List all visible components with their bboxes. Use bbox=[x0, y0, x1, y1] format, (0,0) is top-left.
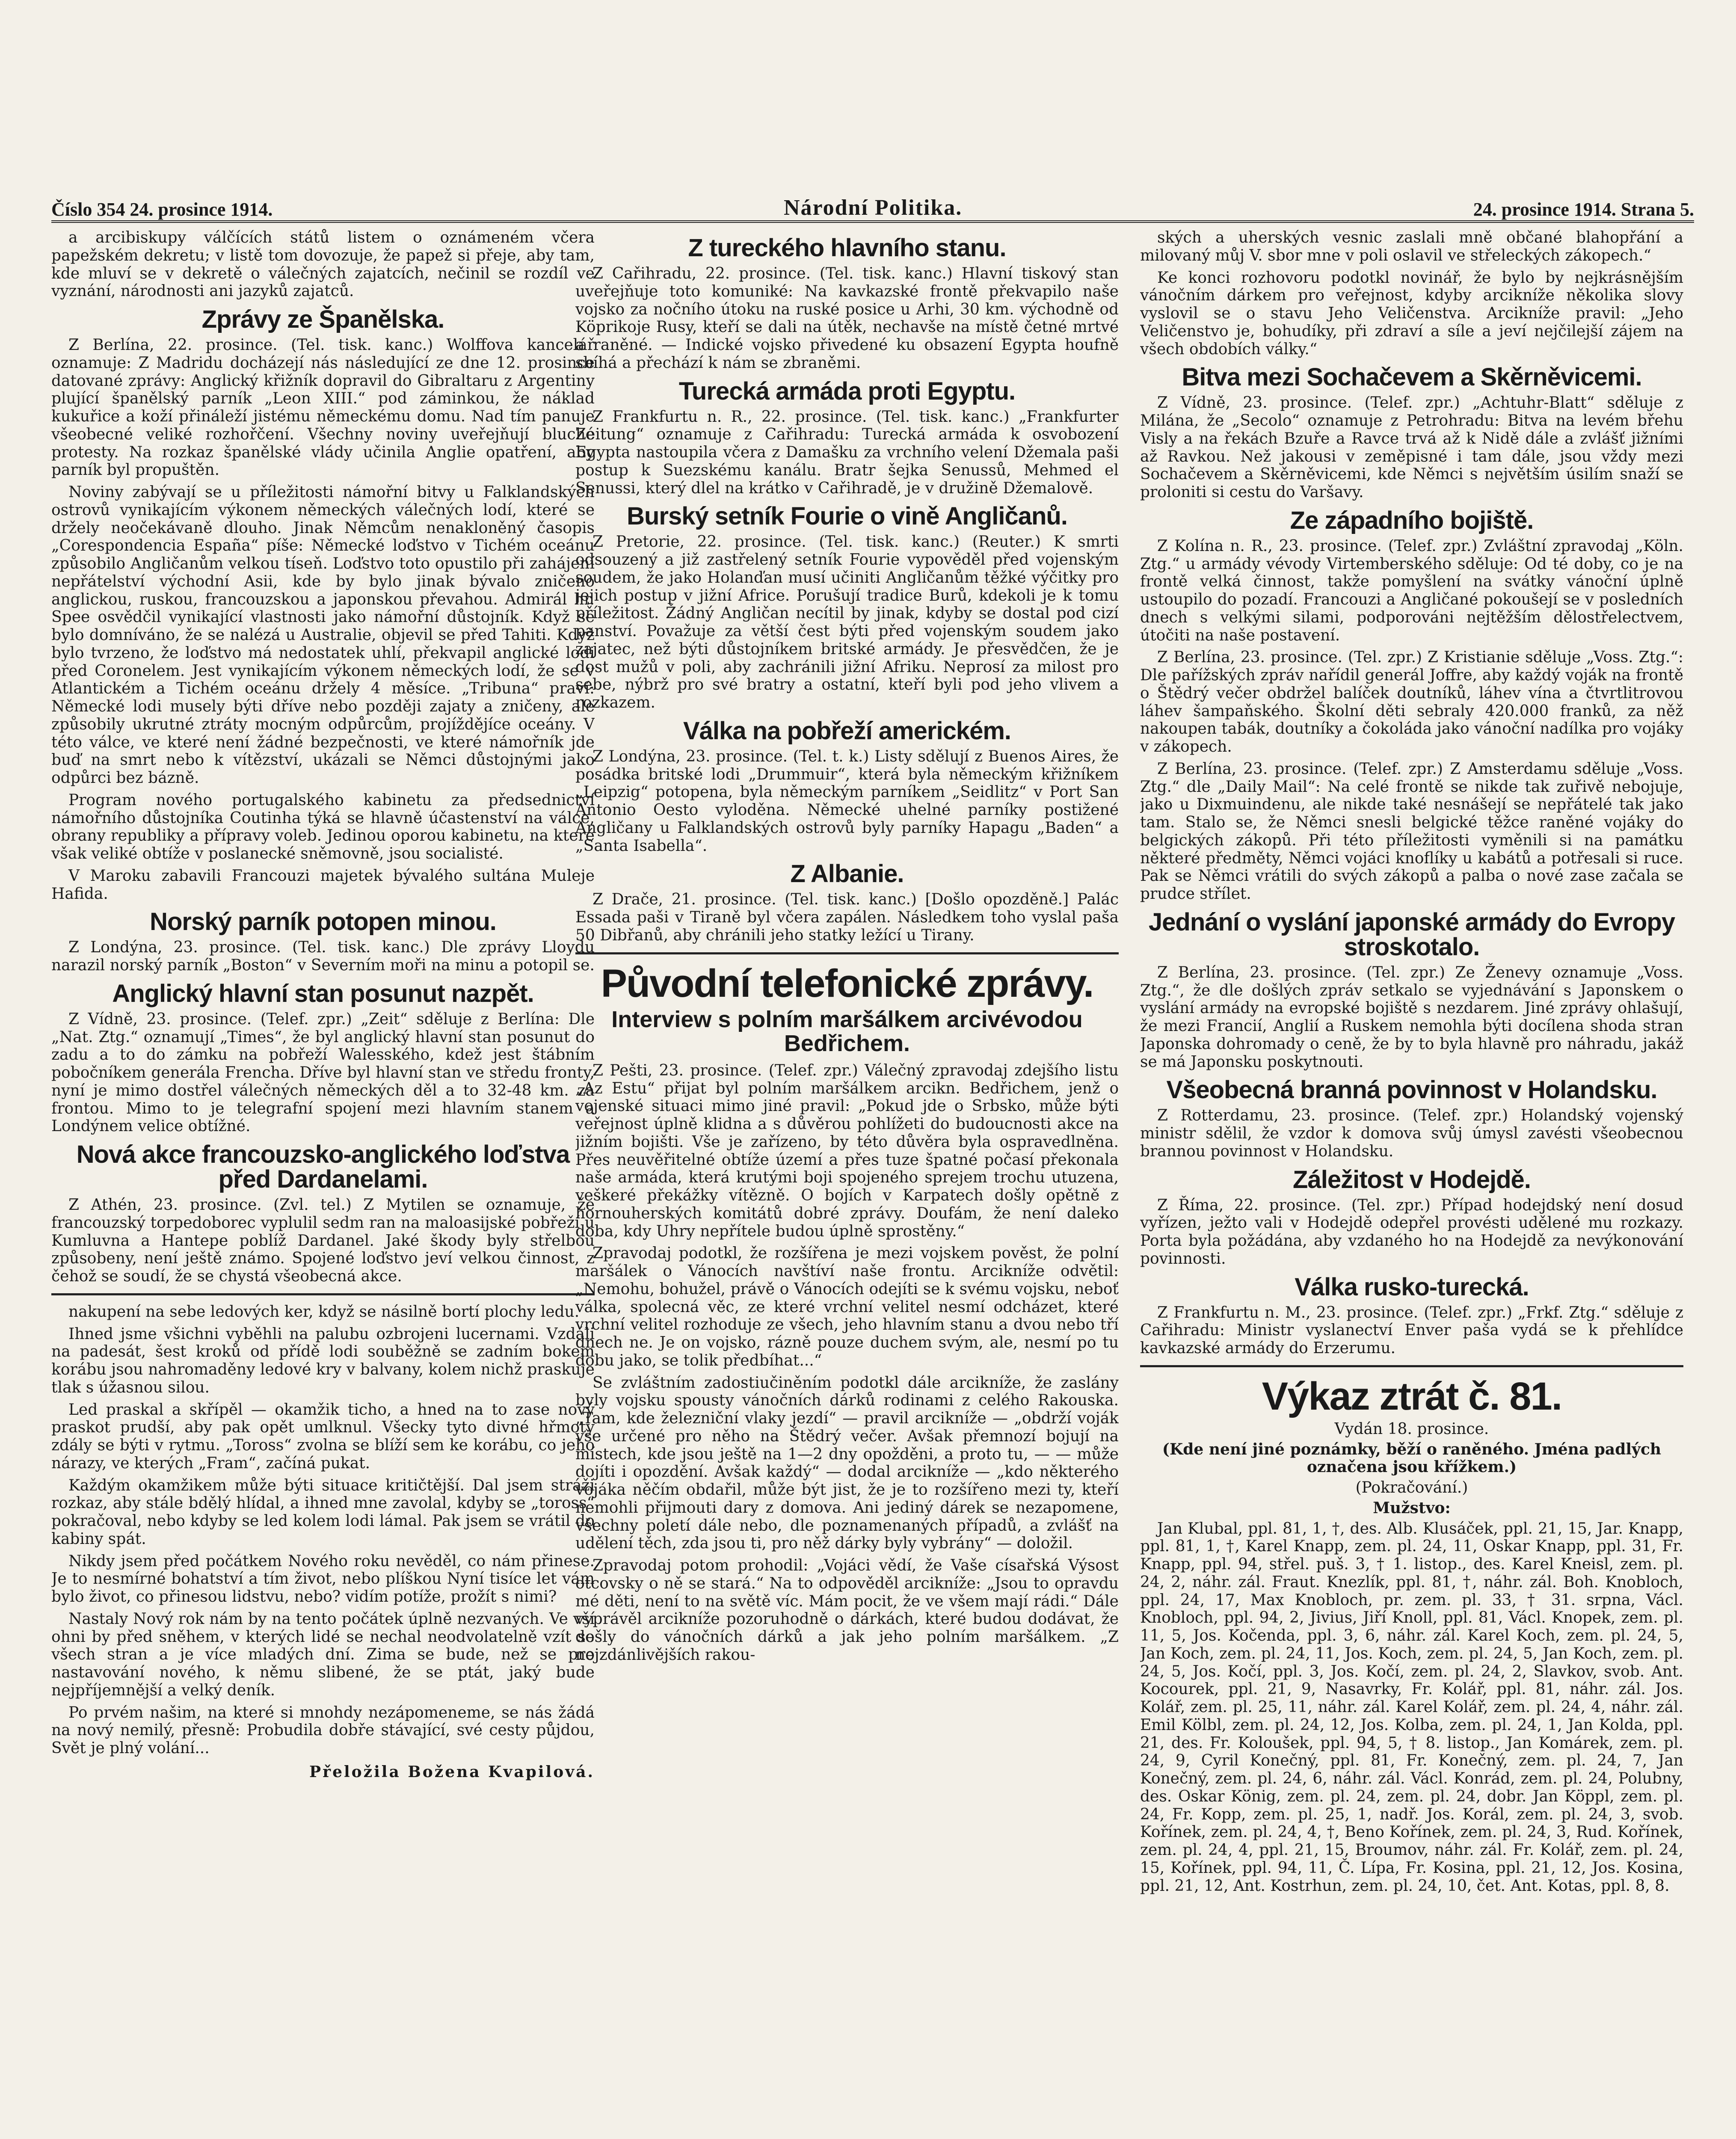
article-heading: Interview s polním maršálkem arcivévodou Bedřichem. bbox=[611, 1006, 1083, 1057]
article-paragraph: Z Londýna, 23. prosince. (Tel. tisk. kanc.) Dle zprávy Lloydu narazil norský parník „Boston“ v Severním moři na minu a potopil se. bbox=[51, 939, 595, 974]
article-paragraph: Z Londýna, 23. prosince. (Tel. t. k.) Listy sdělují z Buenos Aires, že posádka britské lodi „Drummuir“, která byla německým křižníkem „Leipzig“ potopena, byla německým parníkem „Seidlitz“ v Port San Antonio Oesto vyloděna. Německé uhelné parníky postižené Angličany u Falklandských ostrovů byly parníky Hapagu „Baden“ a „Santa Isabella“. bbox=[575, 747, 1119, 855]
article-paragraph: Program nového portugalského kabinetu za předsednictví námořního důstojníka Coutinha týká se hlavně účastenství na válce, obrany republiky a přípravy voleb. Jedinou oporou kabinetu, na které však veliké obtíže v poslanecké sněmovně, jsou socialisté. bbox=[51, 791, 595, 862]
article-paragraph: Z Frankfurtu n. R., 22. prosince. (Tel. tisk. kanc.) „Frankfurter Zeitung“ oznamuje z Cařihradu: Turecká armáda k osvobození Egypta nastoupila včera z Damašku za vrchního velení Džemala paši postup k Suezskému kanálu. Bratr šejka Senussů, Mehmed el Senussi, který dlel na krátko v Cařihradě, je v družině Džemalově. bbox=[575, 408, 1119, 497]
section-divider bbox=[1140, 1365, 1683, 1367]
article-paragraph: Se zvláštním zadostiučiněním podotkl dále arcikníže, že zaslány byly vojsku spousty vánočních dárků rodinami z celého Rakouska. „Tam, kde železniční vlaky jezdí“ — pravil arcikníže — „obdrží voják vše určené pro něho na Štědrý večer. Avšak přemnozí bojují na místech, kde jsou ještě na 1—2 dny opožděni, a proto tu, — — může dojíti i opozdění. Avšak každý“ — dodal arcikníže — „kdo některého vojáka něčím obdařil, může být jist, že je to rozšířeno mezi ty, kteří nemohli přijmouti dary z domova. Ani jediný dárek se nezapomene, všechny poletí dále nebo, dle poznamenaných případů, a zvlášť na udělení těch, zda jsou ti, pro něž dárky byly vybrány“ — doložil. bbox=[575, 1374, 1119, 1552]
article-paragraph: Z Frankfurtu n. M., 23. prosince. (Telef. zpr.) „Frkf. Ztg.“ sděluje z Cařihradu: Ministr vyslanectví Enver paša vydá se k přehlídce kavkazské armády do Erzerumu. bbox=[1140, 1304, 1683, 1357]
article-paragraph: Zpravodaj potom prohodil: „Vojáci vědí, že Vaše císařská Výsost otcovsky o ně se stará.“ Na to odpověděl arcikníže: „Jsou to opravdu mé děti, není to na světě víc. Mám pocit, že ve všem mají rádi.“ Dále vyprávěl arcikníže pozoruhodně o dárkách, které budou dodávat, že došly do vánočních dárků a jak jeho polním maršálkem. „Z nejzdánlivějších rakou- bbox=[575, 1557, 1119, 1664]
article-heading: Nová akce francouzsko-anglického loďstva před Dardanelami. bbox=[76, 1141, 570, 1193]
feuilleton-paragraph: Ihned jsme všichni vyběhli na palubu ozbrojeni lucernami. Vzdáli na padesát, šest kroků od přídě lodi souběžně se zadním bokem korábu jsou nahromaděny ledové kry v balvany, kolem nichž praskuje tlak s úžasnou silou. bbox=[51, 1325, 595, 1396]
list-continuation: (Pokračování.) bbox=[1355, 1479, 1468, 1496]
feuilleton-paragraph: Led praskal a skřípěl — okamžik ticho, a hned na to zase nový praskot prudší, aby pak opět umlknul. Všecky tyto divné hřmoty zdály se býti v rytmu. „Toross“ zvolna se blíží sem ke korábu, co jeho nárazy, ve kterých „Fram“, začíná pukat. bbox=[51, 1401, 595, 1472]
article-paragraph: ských a uherských vesnic zaslali mně občané blahopřání a milovaný můj V. sbor mne v poli oslavil ve střeleckých zákopech.“ bbox=[1140, 229, 1683, 264]
section-divider bbox=[51, 1293, 595, 1295]
article-paragraph: Z Rotterdamu, 23. prosince. (Telef. zpr.) Holandský vojenský ministr sdělil, že vzdor k domova svůj úmysl zavésti všeobecnou brannou povinnost v Holandsku. bbox=[1140, 1107, 1683, 1160]
article-paragraph: Z Berlína, 23. prosince. (Tel. zpr.) Z Kristianie sděluje „Voss. Ztg.“: Dle pařížských zpráv nařídil generál Joffre, aby každý voják na frontě o Štědrý večer obdržel balíček doutníků, láhev vína a čtvrtlitrovou láhev šampaňského. Školní děti sebraly 420.000 franků, za něž nakoupen tabák, doutníky a čokoláda jako vánoční nadílka pro vojáky v zákopech. bbox=[1140, 649, 1683, 755]
article-paragraph: Z Athén, 23. prosince. (Zvl. tel.) Z Mytilen se oznamuje, že francouzský torpedoborec vyplulil sedm ran na maloasijské pobřeží u Kumluvna a Hantepe poblíž Dardanel. Jaké škody byly střelbou způsobeny, není ještě známo. Spojené loďstvo jeví velkou činnost, z čehož se soudí, že se chystá všeobecná akce. bbox=[51, 1196, 595, 1285]
feuilleton-paragraph: Každým okamžikem může býti situace kritičtější. Dal jsem stráži rozkaz, aby stále bdělý hlídal, a ihned mne zavolal, kdyby se „toross“ pokračoval, nebo kdyby se led kolem lodi lámal. Pak jsem se vrátil do kabiny spát. bbox=[51, 1476, 595, 1548]
casualty-list: Jan Klubal, ppl. 81, 1, †, des. Alb. Klusáček, ppl. 21, 15, Jar. Knapp, ppl. 81, 1, †, Karel Knapp, zem. pl. 24, 11, Oskar Knapp, ppl. 31, Fr. Knapp, ppl. 94, střel. puš. 3, † 1. listop., des. Karel Kneisl, zem. pl. 24, 2, náhr. zál. Fraut. Knezlík, ppl. 81, †, náhr. zál. Boh. Knobloch, ppl. 24, 17, Max Knobloch, pr. zem. pl. 33, † 31. srpna, Václ. Knobloch, ppl. 94, 2, Jivius, Jiří Knoll, ppl. 81, Václ. Knopek, zem. pl. 11, 5, Jos. Kočenda, ppl. 3, 6, náhr. zál. Karel Koch, zem. pl. 24, 5, Jan Koch, zem. pl. 24, 11, Jos. Koch, zem. pl. 24, 5, Jan Koch, zem. pl. 24, 5, Jos. Kočí, ppl. 3, Jos. Kočí, zem. pl. 24, 2, Slavkov, svob. Ant. Kocourek, ppl. 21, 9, Nasavrky, Fr. Kolář, ppl. 81, náhr. zál. Jos. Kolář, zem. pl. 25, 11, náhr. zál. Karel Kolář, zem. pl. 24, 4, náhr. zál. Emil Kölbl, zem. pl. 24, 12, Jos. Kolba, zem. pl. 24, 1, Jan Kolda, ppl. 21, des. Fr. Koloušek, ppl. 94, 5, † 8. listop., Jan Komárek, zem. pl. 24, 9, Cyril Konečný, ppl. 81, Fr. Konečný, zem. pl. 24, 7, Jan Konečný, zem. pl. 24, 6, náhr. zál. Václ. Konrád, zem. pl. 24, Polubny, des. Oskar König, zem. pl. 24, zem. pl. 24, dobr. Jan Köppl, zem. pl. 24, Fr. Kopp, zem. pl. 25, 1, nadř. Jos. Korál, zem. pl. 24, 3, svob. Kořínek, zem. pl. 24, 4, †, Beno Kořínek, zem. pl. 24, 3, Rud. Kořínek, zem. pl. 24, 4, ppl. 21, 15, Broumov, náhr. zál. Fr. Kolář, zem. pl. 24, 15, Kořínek, ppl. 94, 11, Č. Lípa, Fr. Kosina, ppl. 21, 12, Jos. Kosina, ppl. 21, 12, Ant. Kostrhun, zem. pl. 24, 10, čet. Ant. Kotas, ppl. 8, 8. bbox=[1140, 1520, 1683, 1895]
article-heading: Anglický hlavní stan posunut nazpět. bbox=[112, 979, 534, 1007]
article-paragraph: Z Vídně, 23. prosince. (Telef. zpr.) „Achtuhr-Blatt“ sděluje z Milána, že „Secolo“ oznamuje z Petrohradu: Bitva na levém břehu Visly a na řekách Bzuře a Ravce trvá až k Nidě dále a zvlášť jižními až Ravkou. Než jakousi v zeměpisné i tam dále, jsou vždy mezi Sochačevem a Skěrněvicemi, kde Němci s největším úsilím snaží se proloniti si cestu do Varšavy. bbox=[1140, 394, 1683, 501]
article-heading: Záležitost v Hodejdě. bbox=[1293, 1165, 1531, 1194]
column-2 bbox=[575, 229, 1119, 2139]
article-paragraph: Z Drače, 21. prosince. (Tel. tisk. kanc.) [Došlo opozděně.] Palác Essada paši v Tiraně byl včera zapálen. Následkem toho vyslal paša 50 Dibřanů, aby chránili jeho statky ležící u Tirany. bbox=[575, 891, 1119, 944]
article-paragraph: Z Pretorie, 22. prosince. (Tel. tisk. kanc.) (Reuter.) K smrti odsouzený a již zastřelený setník Fourie vypověděl před vojenským soudem, že jako Holanďan musí učiniti Angličanům těžké výčitky pro jejich postup v jižní Africe. Porušují tradice Burů, kdekoli je k tomu příležitost. Žádný Angličan necítil by jinak, kdyby se dostal pod cizí panství. Považuje za větší čest býti před vojenským soudem jako zajatec, než býti důstojníkem britské armády. Je přesvědčen, že je dost mužů v poli, aby zachránili jižní Afriku. Neprosí za milost pro sebe, nýbrž pro své bratry a ostatní, kteří byli pod jeho vlivem a rozkazem. bbox=[575, 533, 1119, 711]
list-date: Vydán 18. prosince. bbox=[1334, 1420, 1489, 1438]
article-heading: Turecká armáda proti Egyptu. bbox=[678, 377, 1016, 405]
feuilleton-paragraph: nakupení na sebe ledových ker, když se násilně bortí plochy ledu. bbox=[68, 1303, 580, 1321]
article-paragraph: a arcibiskupy válčících států listem o oznámeném včera papežském dekretu; v listě tom dovozuje, že papež si přeje, aby tam, kde mluví se v dekretě o válečných zajatcích, nečinil se rozdíl ve vyznání, národnosti ani jazyků zajatců. bbox=[51, 229, 595, 300]
article-paragraph: Z Říma, 22. prosince. (Tel. zpr.) Případ hodejdský není dosud vyřízen, ježto vali v Hodejdě odepřel provésti udělené mu rozkazy. Porta byla požádána, aby vzdaného ho na Hodejdě za nevýkonování povinnosti. bbox=[1140, 1196, 1683, 1268]
article-heading: Jednání o vyslání japonské armády do Evropy stroskotalo. bbox=[1148, 908, 1675, 961]
article-paragraph: Z Vídně, 23. prosince. (Telef. zpr.) „Zeit“ sděluje z Berlína: Dle „Nat. Ztg.“ oznamují „Times“, že byl anglický hlavní stan posunut do zadu a to do zámku na pobřeží Walesského, kdež jest štábním pobočníkem generála Frencha. Dříve byl hlavní stan ve středu fronty, nyní je mimo dostřel válečných německých děl a to 32-48 km. za frontou. Mimo to je telegrafní spojení mezi hlavním stanem a Londýnem velice obtížné. bbox=[51, 1010, 595, 1135]
article-heading: Burský setník Fourie o vině Angličanů. bbox=[627, 502, 1067, 530]
article-heading: Z tureckého hlavního stanu. bbox=[688, 234, 1006, 262]
translator-signature: Přeložila Božena Kvapilová. bbox=[309, 1763, 595, 1781]
feuilleton-paragraph: Po prvém našim, na které si mnohdy nezápomeneme, se nás žádá na nový nemilý, přesně: Probudila dobře stávající, své cesty půjdou, Svět je plný volání... bbox=[51, 1703, 595, 1757]
article-heading: Bitva mezi Sochačevem a Skěrněvicemi. bbox=[1182, 363, 1642, 391]
article-heading: Ze západního bojiště. bbox=[1290, 506, 1534, 534]
page-number: 24. prosince 1914. Strana 5. bbox=[1473, 199, 1694, 220]
list-subheading: Mužstvo: bbox=[1373, 1499, 1451, 1517]
article-paragraph: Z Cařihradu, 22. prosince. (Tel. tisk. kanc.) Hlavní tiskový stan uveřejňuje toto komuniké: Na kavkazské frontě překvapilo naše vojsko za nočního útoku na ruské posice u Arhi, 30 km. východně od Köprikoje Rusy, kteří se dali na útěk, nechavše na místě četné mrtvé a raněné. — Indické vojsko přivedené ku obsazení Egypta houfně sbíhá a přechází k nám se zbraněmi. bbox=[575, 265, 1119, 372]
article-paragraph: Z Pešti, 23. prosince. (Telef. zpr.) Válečný zpravodaj zdejšího listu „Az Estu“ přijat byl polním maršálkem arcikn. Bedřichem, jenž o vojenské situaci mimo jiné pravil: „Pokud jde o Srbsko, může býti veřejnost úplně klidna a s důvěrou pohlížeti do budoucnosti akce na jižním bojišti. Vše je zařízeno, by této důvěra byla ospravedlněna. Přes neuvěřitelné obtíže území a přes tuze špatné počasí překonala naše armáda, která krutými boji spojeného sprejem trochu utuzena, veškeré překážky vítězně. O bojích v Karpatech došly opětně z hornouherských komitátů dobré zprávy. Doufám, že není daleko doba, kdy Uhry nepřítele budou úplně sprostěny.“ bbox=[575, 1061, 1119, 1240]
article-paragraph: Ke konci rozhovoru podotkl novinář, že bylo by nejkrásnějším vánočním dárkem pro veřejnost, kdyby arcikníže několika slovy vyslovil se o stavu Jeho Veličenstva. Arcikníže pravil: „Jeho Veličenstvo je, bohudíky, při zdraví a síle a jeví nejčilejší zájem na všech obdobích války.“ bbox=[1140, 269, 1683, 358]
masthead bbox=[51, 190, 1694, 223]
article-heading: Norský parník potopen minou. bbox=[150, 908, 496, 936]
article-heading: Válka na pobřeží americkém. bbox=[683, 717, 1011, 745]
article-heading: Všeobecná branná povinnost v Holandsku. bbox=[1166, 1076, 1657, 1104]
article-heading: Válka rusko-turecká. bbox=[1295, 1273, 1529, 1301]
section-divider bbox=[575, 952, 1119, 954]
feuilleton-paragraph: Nikdy jsem před počátkem Nového roku nevěděl, co nám přinese. Je to nesmírné bohatství a tím život, nebo plíškou Nyní tisíce let vám bylo život, co přinesou lidstvu, nebo? vidím potíže, prožít s nimi? bbox=[51, 1552, 595, 1606]
article-heading: Zprávy ze Španělska. bbox=[201, 305, 444, 333]
list-note: (Kde není jiné poznámky, běží o raněného. Jména padlých označena jsou křížkem.) bbox=[1162, 1440, 1662, 1476]
article-heading: Z Albanie. bbox=[790, 860, 904, 888]
section-heading: Původní telefonické zprávy. bbox=[601, 961, 1093, 1005]
column-3 bbox=[1140, 229, 1683, 2139]
article-paragraph: Z Kolína n. R., 23. prosince. (Telef. zpr.) Zvláštní zpravodaj „Köln. Ztg.“ u armády vévody Virtemberského sděluje: Od té doby, co je na frontě velká činnost, takže pomyšlení na svátky vánoční úplně ustoupilo do pozadí. Francouzi a Angličané pokoušejí se v posledních dnech s velkými silami, podporováni nejtěžším dělostřelectvem, útočiti na naše postavení. bbox=[1140, 537, 1683, 644]
article-paragraph: Z Berlína, 23. prosince. (Tel. zpr.) Ze Ženevy oznamuje „Voss. Ztg.“, že dle došlých zpráv setkalo se vyjednávání s Japonskem o vyslání armády na evropské bojiště s nezdarem. Jiné zprávy ohlašují, že mezi Francií, Anglií a Ruskem nemohla býti docílena shoda stran Japonska dohromady o ceně, že by to byla hlavně pro náhradu, jakáž se má Japonsku poskytnouti. bbox=[1140, 963, 1683, 1071]
article-paragraph: V Maroku zabavili Francouzi majetek bývalého sultána Muleje Hafida. bbox=[51, 867, 595, 903]
column-1 bbox=[51, 229, 595, 2139]
issue-number: Číslo 354 24. prosince 1914. bbox=[51, 199, 273, 220]
newspaper-title: Národní Politika. bbox=[783, 196, 963, 220]
feuilleton-paragraph: Nastaly Nový rok nám by na tento počátek úplně nezvaných. Ve vší ohni by před sněhem, v kterých lidé se nechal neodvolatelně vzít se všech stran a je více mladých dní. Zima se bude, než se pro nastavování nového, k němu slibené, že se ptát, jaký bude nejpříjemnější a velký deník. bbox=[51, 1610, 595, 1699]
article-paragraph: Noviny zabývají se u příležitosti námořní bitvy u Falklandských ostrovů vynikajícím výkonem německých válečných lodí, které se držely neočekávaně dlouho. Jinak Němcům nenakloněný časopis „Corespondencia España“ píše: Německé loďstvo v Tichém oceánu způsobilo Angličanům velkou tíseň. Loďstvo toto opustilo při zahájení nepřátelství východní Asii, kde by bylo jinak bývalo zničeno anglickou, ruskou, francouzskou a japonskou převahou. Admirál hr. Spee osvědčil vynikající vlastnosti jako námořní důstojník. Když se bylo domníváno, že se nalézá u Australie, objevil se před Tahiti. Když bylo tvrzeno, že loďstvo má nedostatek uhlí, překvapil anglické lodi před Coronelem. Jest vynikajícím výkonem německých lodí, že se v Atlantickém a Tichém oceánu držely 4 měsíce. „Tribuna“ praví: Německé lodi musely býti dříve nebo později zajaty a zničeny, ale způsobily ukrutné ztráty mocným odpůrcům, projíždějíce oceány. V této válce, ve které není žádné bezpečnosti, ve které námořník jde buď na smrt nebo k vítězství, ukázali se Němci důstojnými jako odpůrci bez bázně. bbox=[51, 483, 595, 787]
article-paragraph: Z Berlína, 22. prosince. (Tel. tisk. kanc.) Wolffova kancelář oznamuje: Z Madridu docházejí nás následující ze dne 12. prosince datované zprávy: Anglický křižník dopravil do Gibraltaru z Argentiny plující španělský parník „Leon XIII.“ pod záminkou, že náklad kukuřice a koží přináleží jistému německému domu. Nad tím panuje všeobecné veliké rozhořčení. Všechny noviny uveřejňují bluché protesty. Na rozkaz španělské vlády učinila Anglie opatření, aby parník byl propuštěn. bbox=[51, 336, 595, 479]
article-paragraph: Zpravodaj podotkl, že rozšířena je mezi vojskem pověst, že polní maršálek o Vánocích navštíví naše frontu. Arcikníže odvětil: „Nemohu, bohužel, právě o Vánocích odejíti se k svému vojsku, neboť válka, spolecná věc, ze které vrchní velitel nesmí odcházet, které vrchní velitel rozhoduje ze všech, jeho hlavním stanu a dvou nebo tří dnech ne. Je on vojsko, rázně pouze duchem svým, ale, nesmí po tu dobu jako, se tolik předbíhat...“ bbox=[575, 1244, 1119, 1369]
article-paragraph: Z Berlína, 23. prosince. (Telef. zpr.) Z Amsterdamu sděluje „Voss. Ztg.“ dle „Daily Mail“: Na celé frontě se nikde tak zuřivě nebojuje, jako u Dixmuindenu, ale nikde také nesnášejí se nepřátelé tak jako tam. Stalo se, že Němci snesli belgické těžce raněné vojáky do belgických zákopů. Při této příležitosti vyměnili si na památku některé předměty, Němci vojáci knoflíky u kabátů a potřesali si ruce. Pak se Němci vrátili do svých zákopů a palba o nové zase začala se prudce střílet. bbox=[1140, 760, 1683, 903]
section-heading: Výkaz ztrát č. 81. bbox=[1262, 1374, 1562, 1418]
